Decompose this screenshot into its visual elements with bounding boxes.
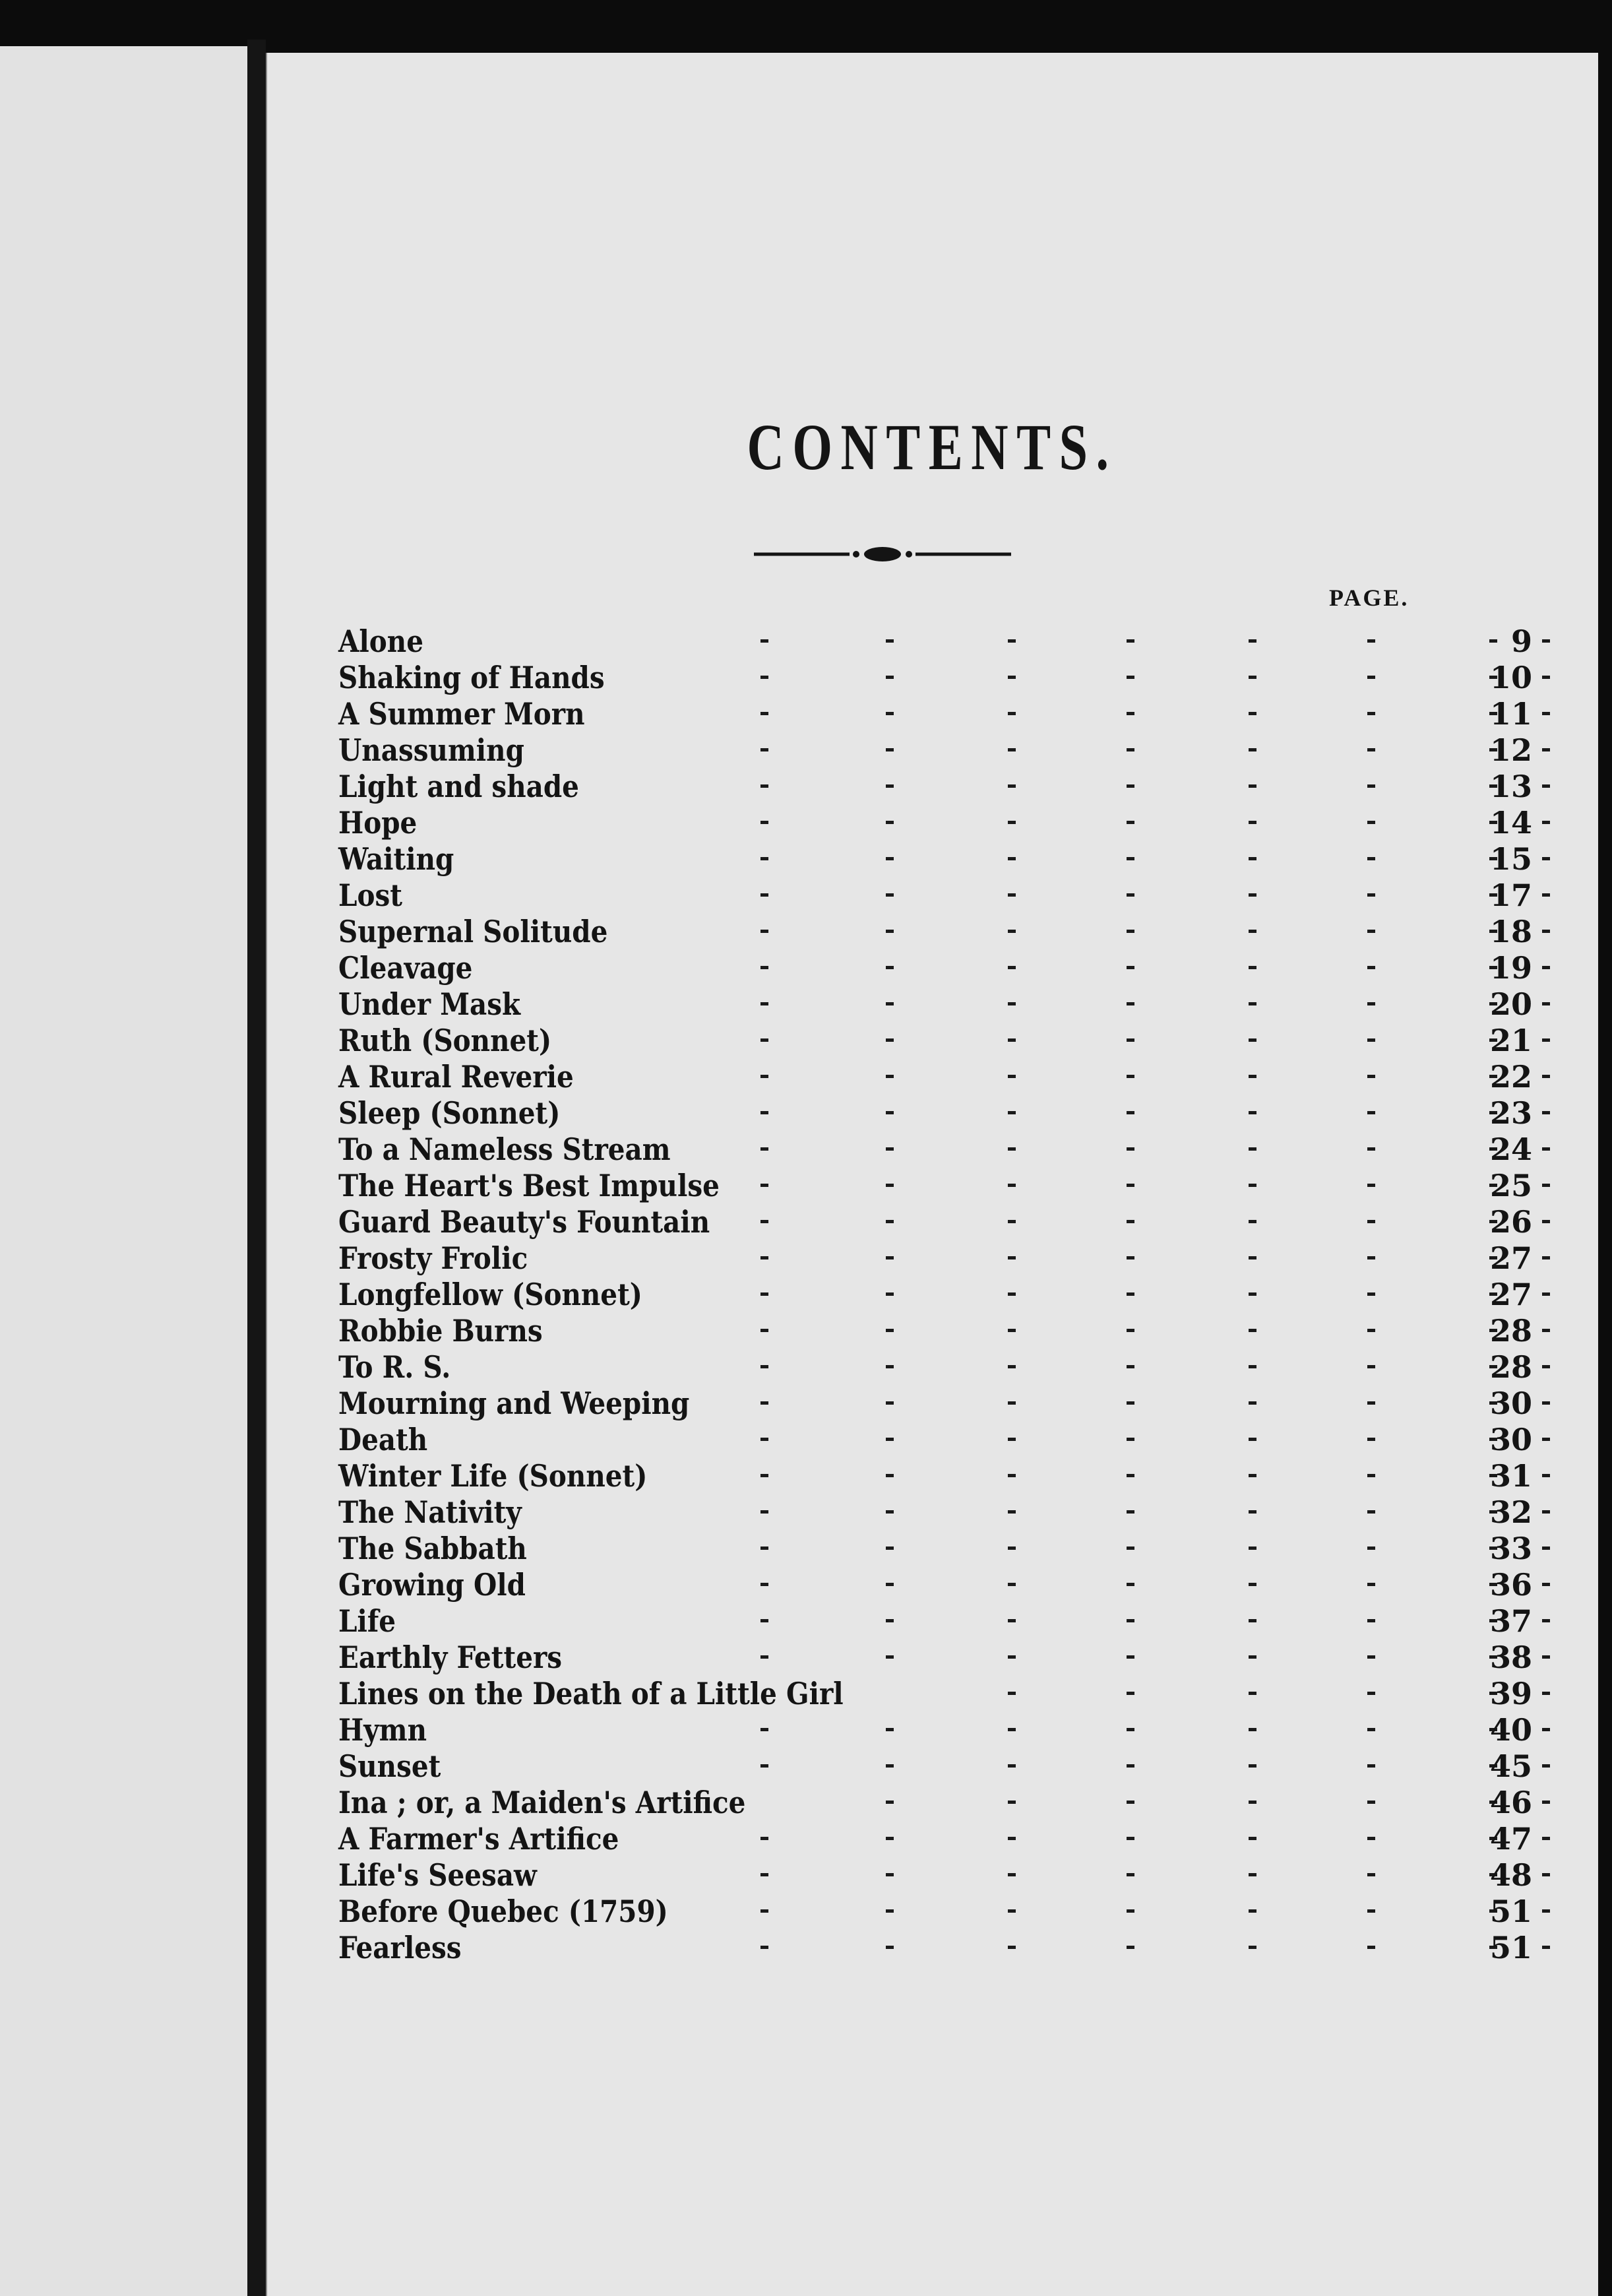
toc-entry	[338, 1458, 1532, 1494]
toc-entry	[338, 841, 1532, 877]
toc-entry-title: Frosty Frolic	[338, 1240, 528, 1276]
dot-leader	[338, 1748, 1532, 1785]
facing-left-page	[0, 46, 249, 2296]
toc-entry-title: Death	[338, 1422, 428, 1457]
toc-entry-page: 24	[1489, 1132, 1532, 1167]
toc-entry-title: Sunset	[338, 1748, 441, 1784]
toc-entry-title: Unassuming	[338, 732, 524, 768]
toc-entry	[338, 1494, 1532, 1531]
toc-entry	[338, 1676, 1532, 1712]
toc-entry-title: Mourning and Weeping	[338, 1386, 690, 1421]
contents-heading: CONTENTS.	[747, 410, 1117, 484]
toc-entry	[338, 1313, 1532, 1349]
toc-entry-page: 47	[1489, 1821, 1532, 1857]
toc-entry-title: Waiting	[338, 841, 454, 877]
toc-entry-title: Ina ; or, a Maiden's Artifice	[338, 1785, 746, 1820]
dot-leader	[338, 805, 1532, 841]
toc-entry-title: Hymn	[338, 1712, 427, 1748]
toc-entry-page: 25	[1489, 1168, 1532, 1203]
toc-entry-page: 46	[1489, 1785, 1532, 1820]
toc-entry-page: 9	[1510, 623, 1532, 659]
dot-leader	[338, 1712, 1532, 1748]
toc-entry-title: A Rural Reverie	[338, 1059, 574, 1095]
toc-entry-title: Winter Life (Sonnet)	[338, 1458, 648, 1494]
toc-entry	[338, 1785, 1532, 1821]
toc-entry	[338, 1531, 1532, 1567]
toc-entry-title: Lost	[338, 877, 402, 913]
toc-entry	[338, 1567, 1532, 1603]
toc-entry-title: Alone	[338, 623, 423, 659]
toc-entry-title: Life's Seesaw	[338, 1857, 537, 1893]
toc-entry	[338, 805, 1532, 841]
toc-entry-page: 28	[1489, 1349, 1532, 1385]
toc-entry	[338, 696, 1532, 732]
toc-entry	[338, 769, 1532, 805]
toc-entry-page: 12	[1489, 732, 1532, 768]
toc-entry-title: Under Mask	[338, 986, 521, 1022]
page-column-label: PAGE.	[1329, 585, 1410, 611]
toc-entry-title: Earthly Fetters	[338, 1640, 563, 1675]
dot-leader	[338, 623, 1532, 660]
toc-entry	[338, 1894, 1532, 1930]
toc-entry	[338, 1277, 1532, 1313]
dot-leader	[338, 1603, 1532, 1640]
toc-entry	[338, 1712, 1532, 1748]
toc-entry	[338, 1386, 1532, 1422]
toc-entry-page: 45	[1489, 1748, 1532, 1784]
toc-entry-page: 36	[1489, 1567, 1532, 1603]
toc-entry-page: 27	[1489, 1240, 1532, 1276]
toc-entry-page: 26	[1489, 1204, 1532, 1240]
toc-entry	[338, 1748, 1532, 1785]
toc-entry-page: 18	[1489, 914, 1532, 949]
toc-entry-page: 30	[1489, 1422, 1532, 1457]
toc-entry-title: The Heart's Best Impulse	[338, 1168, 720, 1203]
toc-entry-page: 17	[1489, 877, 1532, 913]
toc-entry-page: 19	[1489, 950, 1532, 986]
toc-entry-page: 23	[1489, 1095, 1532, 1131]
toc-entry	[338, 1821, 1532, 1857]
toc-entry-page: 39	[1489, 1676, 1532, 1711]
toc-entry-title: Ruth (Sonnet)	[338, 1023, 552, 1058]
toc-entry	[338, 1023, 1532, 1059]
toc-entry	[338, 1095, 1532, 1132]
toc-entry	[338, 623, 1532, 660]
toc-entry	[338, 877, 1532, 914]
toc-entry-title: Light and shade	[338, 769, 579, 804]
toc-entry-title: Supernal Solitude	[338, 914, 608, 949]
toc-entry-page: 48	[1489, 1857, 1532, 1893]
toc-entry-title: Shaking of Hands	[338, 660, 605, 695]
toc-entry-page: 33	[1489, 1531, 1532, 1566]
toc-entry	[338, 732, 1532, 769]
toc-entry-title: Fearless	[338, 1930, 462, 1965]
contents-list	[266, 53, 1598, 2296]
toc-entry-title: A Farmer's Artifice	[338, 1821, 619, 1857]
toc-entry-title: Robbie Burns	[338, 1313, 543, 1349]
toc-entry-page: 37	[1489, 1603, 1532, 1639]
dot-leader	[338, 1930, 1532, 1966]
toc-entry-page: 22	[1489, 1059, 1532, 1095]
book-gutter	[247, 40, 266, 2296]
toc-entry-page: 28	[1489, 1313, 1532, 1349]
toc-entry	[338, 914, 1532, 950]
toc-entry-page: 51	[1489, 1894, 1532, 1929]
toc-entry-page: 30	[1489, 1386, 1532, 1421]
toc-entry-title: Before Quebec (1759)	[338, 1894, 668, 1929]
dot-leader	[338, 841, 1532, 877]
toc-entry-page: 14	[1489, 805, 1532, 841]
toc-entry	[338, 1059, 1532, 1095]
toc-entry-page: 51	[1489, 1930, 1532, 1965]
toc-entry	[338, 1857, 1532, 1894]
toc-entry-page: 20	[1489, 986, 1532, 1022]
toc-entry-title: Life	[338, 1603, 396, 1639]
toc-entry-title: Growing Old	[338, 1567, 526, 1603]
toc-entry	[338, 1930, 1532, 1966]
toc-entry	[338, 1422, 1532, 1458]
toc-entry	[338, 950, 1532, 986]
toc-entry-page: 13	[1489, 769, 1532, 804]
toc-entry	[338, 986, 1532, 1023]
toc-entry	[338, 1168, 1532, 1204]
toc-entry	[338, 1640, 1532, 1676]
toc-entry-title: Sleep (Sonnet)	[338, 1095, 561, 1131]
dot-leader	[338, 1349, 1532, 1386]
toc-entry-title: A Summer Morn	[338, 696, 585, 732]
toc-entry	[338, 1204, 1532, 1240]
toc-entry-page: 11	[1489, 696, 1532, 732]
toc-entry	[338, 1349, 1532, 1386]
toc-entry-title: The Sabbath	[338, 1531, 527, 1566]
contents-page	[266, 53, 1598, 2296]
toc-entry-title: The Nativity	[338, 1494, 522, 1530]
toc-entry	[338, 1603, 1532, 1640]
toc-entry-title: Guard Beauty's Fountain	[338, 1204, 710, 1240]
dot-leader	[338, 877, 1532, 914]
toc-entry-title: Longfellow (Sonnet)	[338, 1277, 642, 1312]
toc-entry-page: 40	[1489, 1712, 1532, 1748]
toc-entry-title: Hope	[338, 805, 418, 841]
toc-entry	[338, 1132, 1532, 1168]
toc-entry-title: Lines on the Death of a Little Girl	[338, 1676, 844, 1711]
toc-entry-page: 38	[1489, 1640, 1532, 1675]
toc-entry-page: 15	[1489, 841, 1532, 877]
toc-entry-page: 27	[1489, 1277, 1532, 1312]
toc-entry-title: To a Nameless Stream	[338, 1132, 671, 1167]
toc-entry-title: Cleavage	[338, 950, 473, 986]
dot-leader	[338, 1422, 1532, 1458]
toc-entry-page: 31	[1489, 1458, 1532, 1494]
toc-entry-title: To R. S.	[338, 1349, 451, 1385]
toc-entry	[338, 660, 1532, 696]
dot-leader	[338, 950, 1532, 986]
toc-entry-page: 32	[1489, 1494, 1532, 1530]
toc-entry	[338, 1240, 1532, 1277]
toc-entry-page: 10	[1489, 660, 1532, 695]
toc-entry-page: 21	[1489, 1023, 1532, 1058]
